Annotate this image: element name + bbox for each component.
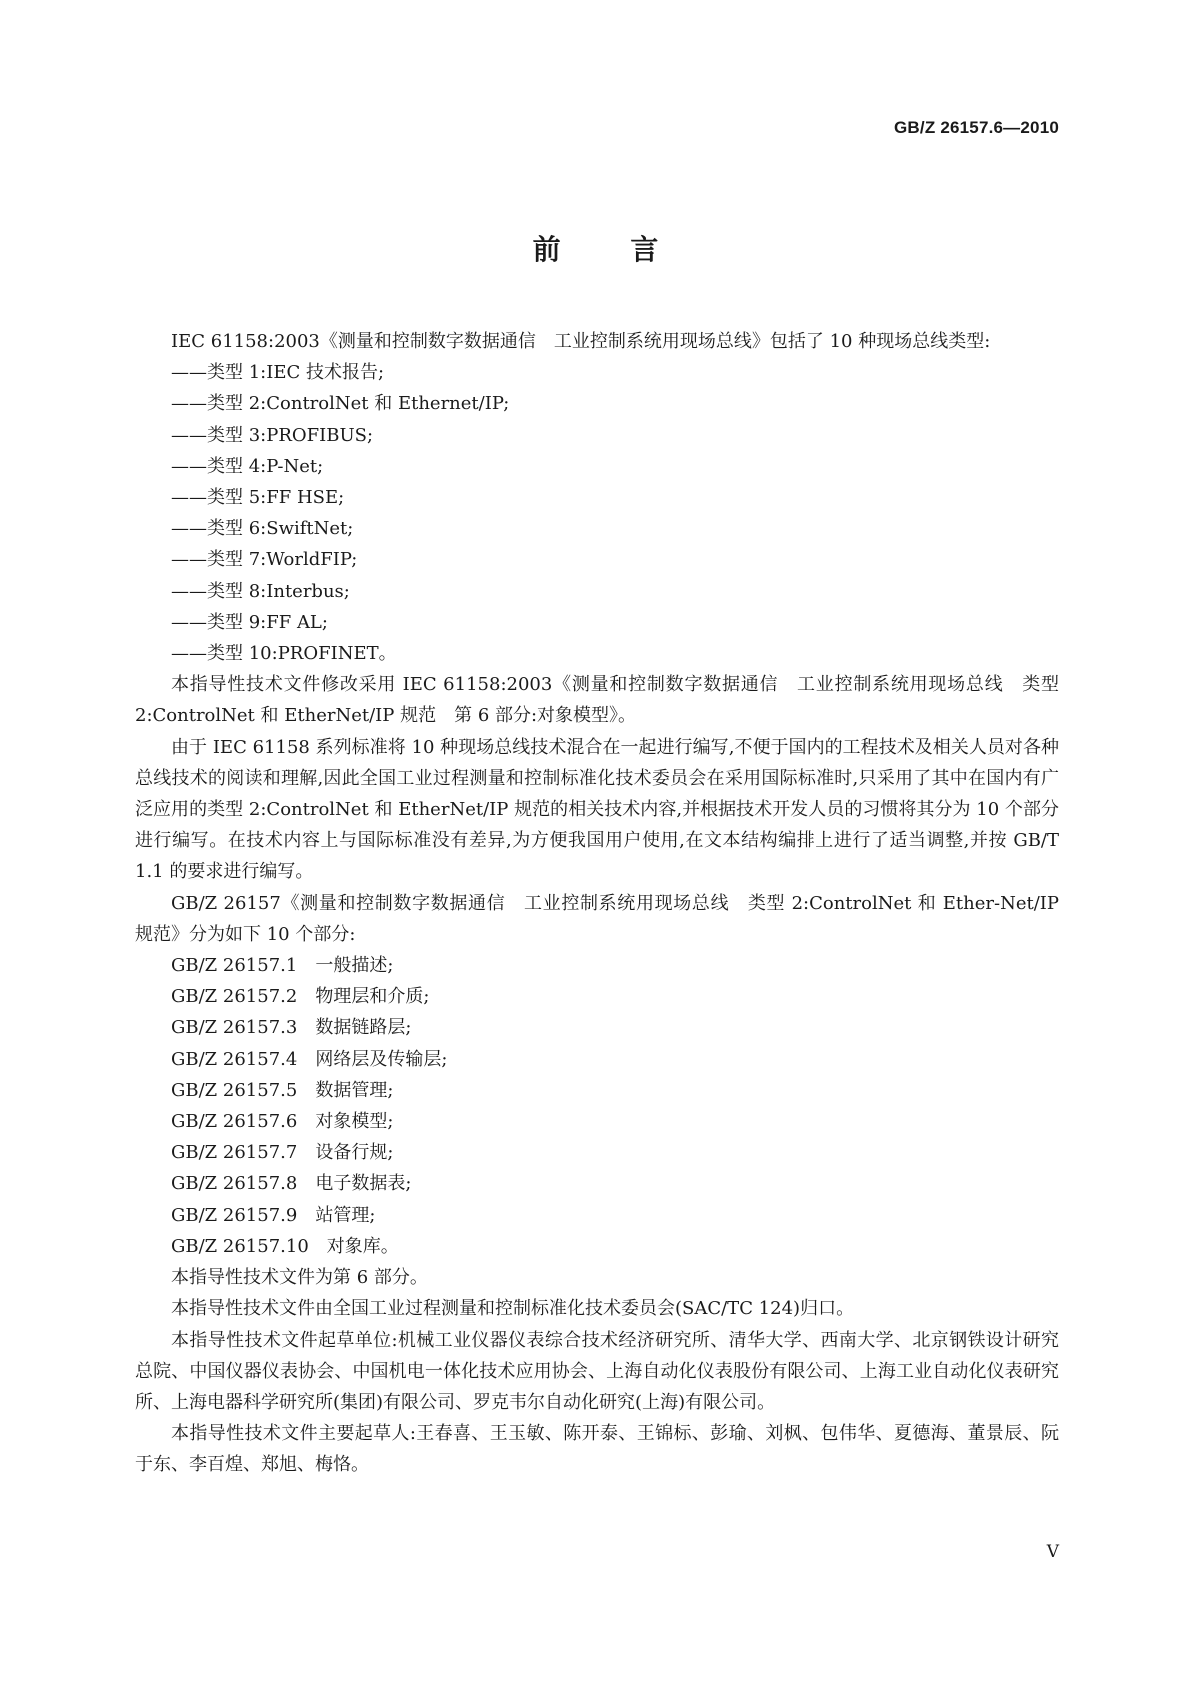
drafting-units-paragraph: 本指导性技术文件起草单位:机械工业仪器仪表综合技术经济研究所、清华大学、西南大学、北京钢铁设计研究总院、中国仪器仪表协会、中国机电一体化技术应用协会、上海自动化仪表股份有限公司、上海工业自动化仪表研究所、上海电器科学研究所(集团)有限公司、罗克韦尔自动化研究(上海)有限公司。 [135, 1329, 1059, 1413]
list-item-type-6: ——类型 6:SwiftNet; [171, 518, 354, 540]
foreword-body [135, 326, 1059, 1481]
page-number: V [1046, 1542, 1059, 1562]
list-item-type-10: ——类型 10:PROFINET。 [171, 643, 397, 665]
part-item-1: GB/Z 26157.1 一般描述; [171, 955, 394, 977]
part-item-5: GB/Z 26157.5 数据管理; [171, 1079, 394, 1101]
part-item-2: GB/Z 26157.2 物理层和介质; [171, 986, 430, 1008]
part-item-7: GB/Z 26157.7 设备行规; [171, 1142, 394, 1164]
page-title: 前 言 [532, 233, 689, 266]
list-item-type-1: ——类型 1:IEC 技术报告; [171, 362, 385, 384]
list-item-type-3: ——类型 3:PROFIBUS; [171, 424, 374, 446]
drafters-paragraph: 本指导性技术文件主要起草人:王春喜、王玉敏、陈开泰、王锦标、彭瑜、刘枫、包伟华、夏德海、董景辰、阮于东、李百煌、郑旭、梅恪。 [135, 1423, 1059, 1476]
list-item-type-8: ——类型 8:Interbus; [171, 580, 350, 602]
parts-intro-paragraph: GB/Z 26157《测量和控制数字数据通信 工业控制系统用现场总线 类型 2:ControlNet 和 Ether-Net/IP 规范》分为如下 10 个部分: [135, 892, 1059, 945]
part-item-9: GB/Z 26157.9 站管理; [171, 1204, 376, 1226]
list-item-type-7: ——类型 7:WorldFIP; [171, 549, 358, 571]
reason-paragraph: 由于 IEC 61158 系列标准将 10 种现场总线技术混合在一起进行编写,不便于国内的工程技术及相关人员对各种总线技术的阅读和理解,因此全国工业过程测量和控制标准化技术委员会在采用国际标准时,只采用了其中在国内有广泛应用的类型 2:ControlNet 和 EtherNet/IP 规范的相关技术内容,并根据技术开发人员的习惯将其分为 10 个部分进行编写。在技术内容上与国际标准没有差异,为方便我国用户使用,在文本结构编排上进行了适当调整,并按 GB/T 1.1 的要求进行编写。 [135, 736, 1059, 883]
document-code: GB/Z 26157.6—2010 [894, 118, 1059, 137]
part-item-3: GB/Z 26157.3 数据链路层; [171, 1017, 412, 1039]
adoption-paragraph: 本指导性技术文件修改采用 IEC 61158:2003《测量和控制数字数据通信 工业控制系统用现场总线 类型 2:ControlNet 和 EtherNet/IP 规范 第 6 部分:对象模型》。 [135, 674, 1059, 727]
list-item-type-9: ——类型 9:FF AL; [171, 611, 328, 633]
list-item-type-5: ——类型 5:FF HSE; [171, 487, 345, 509]
part-this-paragraph: 本指导性技术文件为第 6 部分。 [171, 1267, 428, 1289]
list-item-type-2: ——类型 2:ControlNet 和 Ethernet/IP; [171, 393, 510, 415]
part-item-8: GB/Z 26157.8 电子数据表; [171, 1173, 412, 1195]
intro-paragraph: IEC 61158:2003《测量和控制数字数据通信 工业控制系统用现场总线》包括了 10 种现场总线类型: [171, 331, 991, 352]
part-item-6: GB/Z 26157.6 对象模型; [171, 1111, 394, 1133]
committee-paragraph: 本指导性技术文件由全国工业过程测量和控制标准化技术委员会(SAC/TC 124)归口。 [171, 1298, 855, 1320]
part-item-4: GB/Z 26157.4 网络层及传输层; [171, 1048, 448, 1070]
list-item-type-4: ——类型 4:P-Net; [171, 455, 324, 477]
part-item-10: GB/Z 26157.10 对象库。 [171, 1235, 399, 1257]
